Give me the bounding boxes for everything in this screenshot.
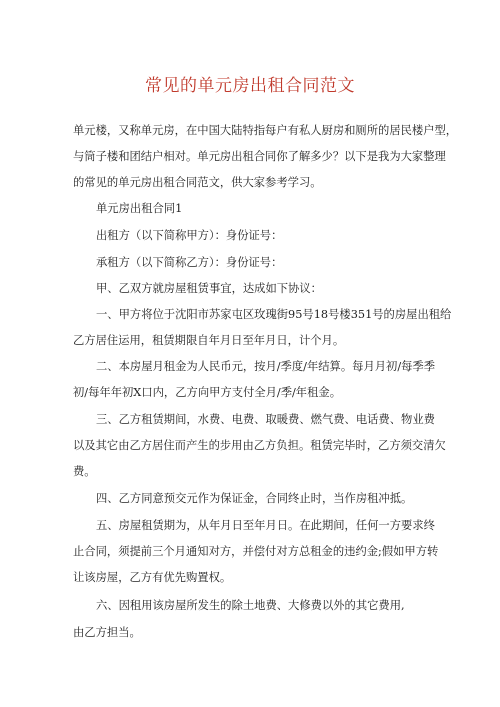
clause-6-line-1: 六、因租用该房屋所发生的除土地费、大修费以外的其它费用, xyxy=(96,599,405,612)
intro-line-1: 单元楼，又称单元房，在中国大陆特指每户有私人厨房和厕所的居民楼户型， xyxy=(73,124,458,137)
clause-2-line-1: 二、本房屋月租金为人民币元，按月/季度/年结算。每月月初/每季季 xyxy=(96,360,436,373)
clause-1-line-1: 一、甲方将位于沈阳市苏家屯区玫瑰街95号18号楼351号的房屋出租给 xyxy=(96,308,452,321)
intro-line-2: 与筒子楼和团结户相对。单元房出租合同你了解多少？以下是我为大家整理 xyxy=(73,150,446,163)
agreement-line: 甲、乙双方就房屋租赁事宜，达成如下协议： xyxy=(96,282,322,295)
lessee-line: 承租方（以下简称乙方）：身份证号： xyxy=(96,256,283,269)
clause-5-line-2: 止合同，须提前三个月通知对方，并偿付对方总租金的违约金;假如甲方转 xyxy=(73,545,439,558)
clause-3-line-3: 费。 xyxy=(73,465,96,478)
clause-5-line-1: 五、房屋租赁期为，从年月日至年月日。在此期间，任何一方要求终 xyxy=(96,519,435,532)
clause-4-line-1: 四、乙方同意预交元作为保证金，合同终止时，当作房租冲抵。 xyxy=(96,492,413,505)
clause-1-line-2: 乙方居住运用，租赁期限自年月日至年月日，计个月。 xyxy=(73,334,345,347)
lessor-line: 出租方（以下简称甲方）：身份证号： xyxy=(96,229,283,242)
clause-3-line-1: 三、乙方租赁期间，水费、电费、取暖费、燃气费、电话费、物业费 xyxy=(96,413,435,426)
clause-5-line-3: 让该房屋，乙方有优先购置权。 xyxy=(73,571,232,584)
intro-line-3: 的常见的单元房出租合同范文，供大家参考学习。 xyxy=(73,176,322,189)
document-title: 常见的单元房出租合同范文 xyxy=(145,76,355,96)
clause-6-line-2: 由乙方担当。 xyxy=(73,626,141,639)
contract-heading: 单元房出租合同1 xyxy=(96,202,183,215)
clause-2-line-2: 初/每年年初X口内，乙方向甲方支付全月/季/年租金。 xyxy=(73,386,341,399)
clause-3-line-2: 以及其它由乙方居住而产生的步用由乙方负担。租赁完毕时，乙方须交清欠 xyxy=(73,439,446,452)
